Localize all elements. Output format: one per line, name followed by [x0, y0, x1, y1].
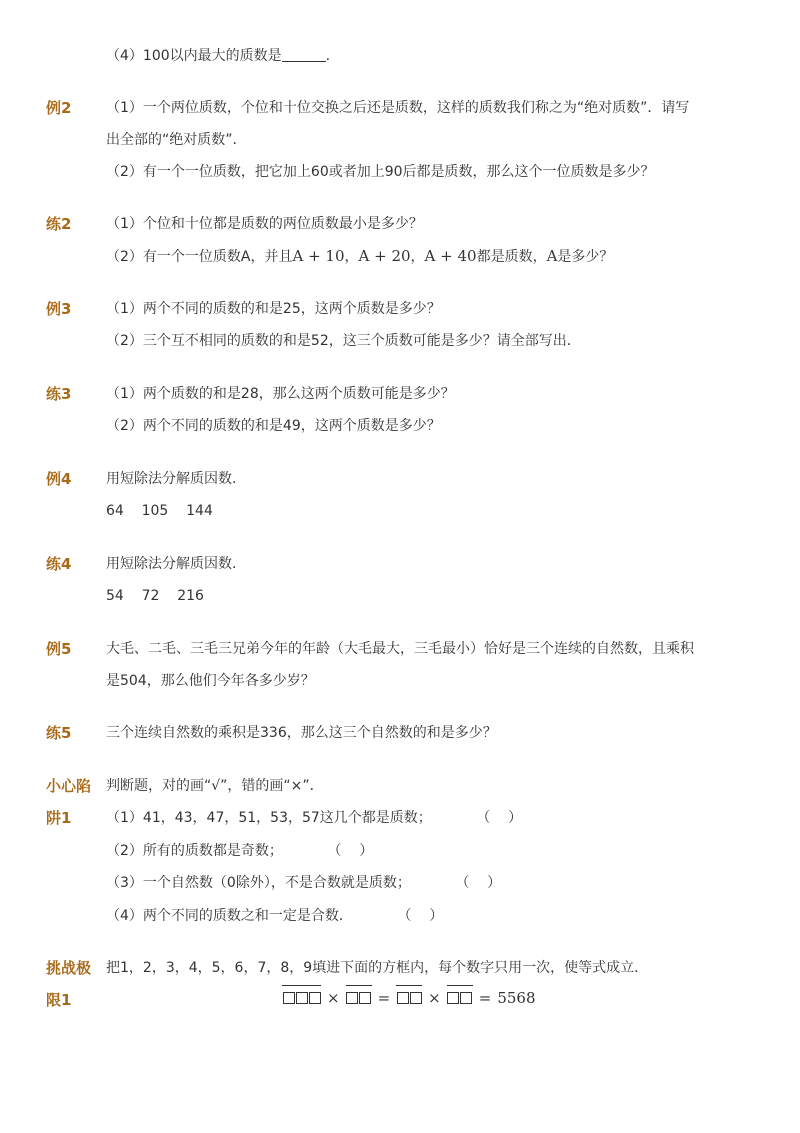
- trap-q1: （1）41，43，47，51，53，57这几个都是质数； （ ）: [106, 810, 523, 826]
- ex1-q4-end: .: [325, 48, 331, 64]
- digit-box[interactable]: [460, 992, 472, 1004]
- ex2-q1-line1: （1）一个两位质数，个位和十位交换之后还是质数，这样的质数我们称之为“绝对质数”．请写: [106, 100, 690, 116]
- pr2-q2-math2: A + 20: [358, 247, 411, 265]
- pr3-q2: （2）两个不同的质数的和是49，这两个质数是多少？: [106, 418, 441, 434]
- pr2-q2-mid: 都是质数，: [476, 249, 547, 265]
- example-2-label: 例2: [46, 99, 72, 117]
- trap-q2: （2）所有的质数都是奇数； （ ）: [106, 843, 374, 859]
- ex4-question: 用短除法分解质因数．: [106, 471, 246, 487]
- trap-q4: （4）两个不同的质数之和一定是合数． （ ）: [106, 908, 444, 924]
- practice-2-label: 练2: [46, 215, 72, 233]
- pr4-question: 用短除法分解质因数．: [106, 556, 246, 572]
- pr2-q2-end: 是多少？: [557, 249, 614, 265]
- digit-box[interactable]: [309, 992, 321, 1004]
- two-digit-box-group: [447, 988, 473, 1008]
- practice-4-label: 练4: [46, 555, 72, 573]
- pr2-q2: [106, 246, 613, 267]
- times-sign: ×: [327, 989, 340, 1007]
- ex5-line1: 大毛、二毛、三毛三兄弟今年的年龄（大毛最大，三毛最小）恰好是三个连续的自然数，且乘积: [106, 641, 694, 657]
- ex3-q2: （2）三个互不相同的质数的和是52，这三个质数可能是多少？请全部写出．: [106, 333, 581, 349]
- challenge-label-line1: 挑战极: [46, 959, 92, 977]
- practice-3-label: 练3: [46, 385, 72, 403]
- pr2-q2-comma1: ，: [344, 249, 359, 265]
- two-digit-box-group: [396, 988, 422, 1008]
- digit-box[interactable]: [296, 992, 308, 1004]
- challenge-question: 把1，2，3，4，5，6，7，8，9填进下面的方框内，每个数字只用一次，使等式成立．: [106, 960, 649, 976]
- pr2-q2-math4: A: [546, 247, 558, 265]
- trap-q3: （3）一个自然数（0除外），不是合数就是质数； （ ）: [106, 875, 502, 891]
- ex5-line2: 是504，那么他们今年各多少岁？: [106, 673, 315, 689]
- ex3-q1: （1）两个不同的质数的和是25，这两个质数是多少？: [106, 301, 441, 317]
- trap-intro: 判断题，对的画“√”，错的画“×”．: [106, 778, 324, 794]
- challenge-label-line2: 限1: [46, 991, 72, 1009]
- ex2-q2: （2）有一个一位质数，把它加上60或者加上90后都是质数，那么这个一位质数是多少？: [106, 164, 655, 180]
- pr4-numbers: 54 72 216: [106, 588, 204, 604]
- example-5-label: 例5: [46, 640, 72, 658]
- pr2-q1: （1）个位和十位都是质数的两位质数最小是多少？: [106, 216, 423, 232]
- challenge-equation: [282, 988, 536, 1008]
- digit-box[interactable]: [359, 992, 371, 1004]
- equals-sign: =: [478, 989, 492, 1007]
- pr2-q2-comma2: ，: [410, 249, 425, 265]
- three-digit-box-group: [282, 988, 321, 1008]
- example-3-label: 例3: [46, 300, 72, 318]
- two-digit-box-group: [346, 988, 372, 1008]
- pr2-q2-math1: A + 10: [292, 247, 345, 265]
- example-4-label: 例4: [46, 470, 72, 488]
- equation-result: 5568: [497, 989, 536, 1007]
- digit-box[interactable]: [397, 992, 409, 1004]
- digit-box[interactable]: [346, 992, 358, 1004]
- pr2-q2-math3: A + 40: [424, 247, 477, 265]
- ex2-q1-line2: 出全部的“绝对质数”．: [106, 132, 247, 148]
- trap-label-line1: 小心陷: [46, 777, 92, 795]
- ex1-q4-text: （4）100以内最大的质数是: [106, 48, 282, 64]
- equals-sign: =: [377, 989, 391, 1007]
- times-sign: ×: [428, 989, 441, 1007]
- ex1-q4: [106, 46, 330, 66]
- answer-blank: [282, 47, 326, 62]
- practice-5-label: 练5: [46, 724, 72, 742]
- pr3-q1: （1）两个质数的和是28，那么这两个质数可能是多少？: [106, 386, 455, 402]
- digit-box[interactable]: [447, 992, 459, 1004]
- pr2-q2-pre: （2）有一个一位质数A，并且: [106, 249, 293, 265]
- trap-label-line2: 阱1: [46, 809, 72, 827]
- digit-box[interactable]: [410, 992, 422, 1004]
- digit-box[interactable]: [283, 992, 295, 1004]
- ex4-numbers: 64 105 144: [106, 503, 213, 519]
- pr5-question: 三个连续自然数的乘积是336，那么这三个自然数的和是多少？: [106, 725, 497, 741]
